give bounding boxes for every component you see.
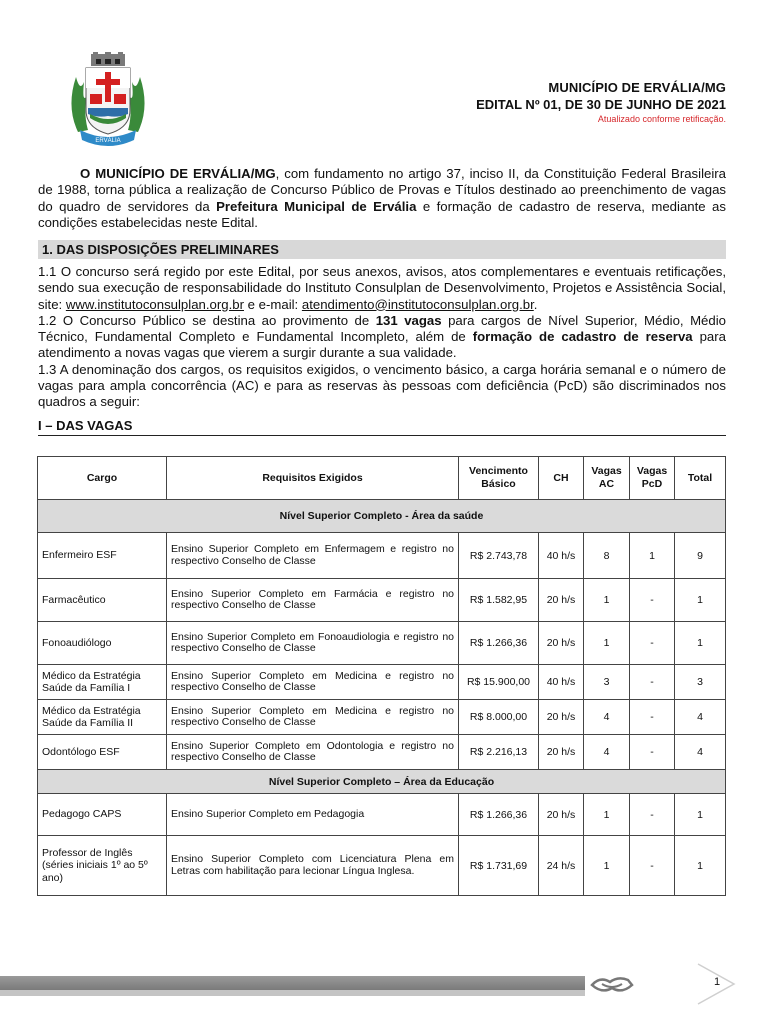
- cell-total: 1: [675, 794, 726, 836]
- cell-requisitos: Ensino Superior Completo em Medicina e registro no respectivo Conselho de Classe: [167, 665, 459, 700]
- table-row: [38, 579, 726, 622]
- page-number: 1: [713, 976, 721, 988]
- table-row: [38, 836, 726, 896]
- cell-requisitos: Ensino Superior Completo em Medicina e registro no respectivo Conselho de Classe: [167, 700, 459, 735]
- cell-vencimento: R$ 8.000,00: [459, 700, 539, 735]
- p11-text-b: e e-mail:: [243, 296, 302, 312]
- table-row: [38, 622, 726, 665]
- cell-requisitos: Ensino Superior Completo em Odontologia e registro no respectivo Conselho de Classe: [167, 735, 459, 770]
- footer-bar-shadow: [0, 990, 585, 996]
- cell-requisitos: Ensino Superior Completo em Enfermagem e registro no respectivo Conselho de Classe: [167, 533, 459, 579]
- cell-ch: 20 h/s: [539, 794, 584, 836]
- section-body: [38, 264, 726, 411]
- intro-paragraph: [38, 166, 726, 231]
- footer-bar: [0, 976, 585, 990]
- p12-text-a: 1.2 O Concurso Público se destina ao provimento de: [38, 312, 376, 328]
- group-label: Nível Superior Completo – Área da Educação: [38, 770, 726, 794]
- cell-vagas-ac: 4: [584, 700, 630, 735]
- section-title-preliminares: 1. DAS DISPOSIÇÕES PRELIMINARES: [38, 240, 726, 259]
- vagas-section-title: I – DAS VAGAS: [38, 418, 726, 436]
- cell-vencimento: R$ 15.900,00: [459, 665, 539, 700]
- p12-text-c: para atendimento a novas vagas que vierem a surgir durante a sua validade.: [38, 329, 726, 361]
- intro-prefeitura: Prefeitura Municipal de Ervália: [216, 198, 417, 214]
- p12-cadastro-reserva: formação de cadastro de reserva: [472, 329, 693, 345]
- cell-total: 9: [675, 533, 726, 579]
- p12-text-b: para cargos de Nível Superior, Médio, Médio Técnico, Fundamental Completo e Fundamental Incompleto, além de: [38, 312, 726, 345]
- cell-cargo: Professor de Inglês (séries iniciais 1º ao 5º ano): [38, 836, 167, 896]
- cell-vagas-pcd: -: [630, 622, 675, 665]
- cell-vagas-pcd: -: [630, 836, 675, 896]
- header-requisitos: Requisitos Exigidos: [167, 457, 459, 500]
- paragraph-1-2: [38, 313, 726, 362]
- cell-total: 4: [675, 735, 726, 770]
- group-row-saude: [38, 500, 726, 533]
- cell-cargo: Médico da Estratégia Saúde da Família I: [38, 665, 167, 700]
- cell-ch: 40 h/s: [539, 665, 584, 700]
- retification-note: Atualizado conforme retificação.: [597, 114, 726, 124]
- cell-ch: 24 h/s: [539, 836, 584, 896]
- cell-vagas-pcd: 1: [630, 533, 675, 579]
- consulplan-email-link[interactable]: atendimento@institutoconsulplan.org.br: [301, 296, 534, 312]
- cell-cargo: Pedagogo CAPS: [38, 794, 167, 836]
- group-row-educacao: [38, 770, 726, 794]
- consulplan-site-link[interactable]: www.institutoconsulplan.org.br: [65, 296, 244, 312]
- cell-vencimento: R$ 2.743,78: [459, 533, 539, 579]
- header-ch: CH: [539, 457, 584, 500]
- cell-vagas-ac: 3: [584, 665, 630, 700]
- cell-cargo: Enfermeiro ESF: [38, 533, 167, 579]
- cell-total: 4: [675, 700, 726, 735]
- cell-ch: 20 h/s: [539, 700, 584, 735]
- header-vagas-pcd: Vagas PcD: [630, 457, 675, 500]
- cell-vencimento: R$ 2.216,13: [459, 735, 539, 770]
- p12-vagas-count: 131 vagas: [375, 312, 442, 328]
- cell-total: 1: [675, 622, 726, 665]
- intro-text-2: e formação de cadastro de reserva, mediante as condições estabelecidas neste Edital.: [38, 198, 726, 230]
- table-header-row: [38, 457, 726, 500]
- edital-title: EDITAL Nº 01, DE 30 DE JUNHO DE 2021: [476, 97, 726, 112]
- cell-cargo: Fonoaudiólogo: [38, 622, 167, 665]
- cell-cargo: Médico da Estratégia Saúde da Família II: [38, 700, 167, 735]
- cell-vagas-ac: 1: [584, 579, 630, 622]
- consulplan-handshake-logo-icon: [588, 970, 636, 1000]
- paragraph-1-3: 1.3 A denominação dos cargos, os requisitos exigidos, o vencimento básico, a carga horária semanal e o número de vagas para ampla concorrência (AC) e para as reservas às pessoas com deficiência (PcD) são discriminados nos quadros a seguir:: [38, 361, 726, 410]
- table-row: [38, 735, 726, 770]
- table-row: [38, 700, 726, 735]
- group-label: Nível Superior Completo - Área da saúde: [38, 500, 726, 533]
- document-header: [476, 80, 726, 124]
- cell-cargo: Odontólogo ESF: [38, 735, 167, 770]
- cell-vagas-pcd: -: [630, 665, 675, 700]
- cell-vencimento: R$ 1.266,36: [459, 622, 539, 665]
- table-row: [38, 794, 726, 836]
- cell-ch: 40 h/s: [539, 533, 584, 579]
- cell-vencimento: R$ 1.266,36: [459, 794, 539, 836]
- intro-text-1: , com fundamento no artigo 37, inciso II, da Constituição Federal Brasileira de 1988, torna pública a realização de Concurso Público de Provas e Títulos destinado ao preenchimento de vagas do quadro de servidores da: [38, 166, 726, 214]
- cell-requisitos: Ensino Superior Completo com Licenciatura Plena em Letras com habilitação para lecionar Língua Inglesa.: [167, 836, 459, 896]
- cell-ch: 20 h/s: [539, 735, 584, 770]
- cell-total: 1: [675, 836, 726, 896]
- header-total: Total: [675, 457, 726, 500]
- cell-vagas-ac: 8: [584, 533, 630, 579]
- header-cargo: Cargo: [38, 457, 167, 500]
- cell-vagas-pcd: -: [630, 700, 675, 735]
- cell-requisitos: Ensino Superior Completo em Fonoaudiologia e registro no respectivo Conselho de Classe: [167, 622, 459, 665]
- p11-text-c: .: [533, 296, 538, 312]
- crest-banner-text: ERVÁLIA: [95, 138, 121, 144]
- cell-vagas-pcd: -: [630, 579, 675, 622]
- cell-vagas-ac: 1: [584, 836, 630, 896]
- vagas-table: [37, 456, 726, 896]
- cell-vagas-ac: 1: [584, 794, 630, 836]
- header-vagas-ac: Vagas AC: [584, 457, 630, 500]
- cell-vencimento: R$ 1.731,69: [459, 836, 539, 896]
- cell-ch: 20 h/s: [539, 579, 584, 622]
- paragraph-1-1: [38, 264, 726, 313]
- intro-lead: O MUNICÍPIO DE ERVÁLIA/MG: [80, 166, 276, 181]
- cell-vagas-pcd: -: [630, 735, 675, 770]
- table-row: [38, 665, 726, 700]
- cell-vagas-ac: 1: [584, 622, 630, 665]
- table-row: [38, 533, 726, 579]
- cell-total: 3: [675, 665, 726, 700]
- cell-vagas-ac: 4: [584, 735, 630, 770]
- cell-requisitos: Ensino Superior Completo em Farmácia e registro no respectivo Conselho de Classe: [167, 579, 459, 622]
- cell-total: 1: [675, 579, 726, 622]
- cell-cargo: Farmacêutico: [38, 579, 167, 622]
- municipio-title: MUNICÍPIO DE ERVÁLIA/MG: [548, 80, 726, 95]
- p11-text-a: 1.1 O concurso será regido por este Edital, por seus anexos, avisos, atos complementares e eventuais retificações, sendo sua execução de responsabilidade do Instituto Consulplan de Desenvolvimento, Projetos e Assistência Social, site:: [38, 264, 726, 312]
- header-vencimento: Vencimento Básico: [459, 457, 539, 500]
- municipal-coat-of-arms-icon: [58, 52, 158, 152]
- cell-vagas-pcd: -: [630, 794, 675, 836]
- cell-ch: 20 h/s: [539, 622, 584, 665]
- cell-requisitos: Ensino Superior Completo em Pedagogia: [167, 794, 459, 836]
- cell-vencimento: R$ 1.582,95: [459, 579, 539, 622]
- vagas-table-body: [38, 500, 726, 896]
